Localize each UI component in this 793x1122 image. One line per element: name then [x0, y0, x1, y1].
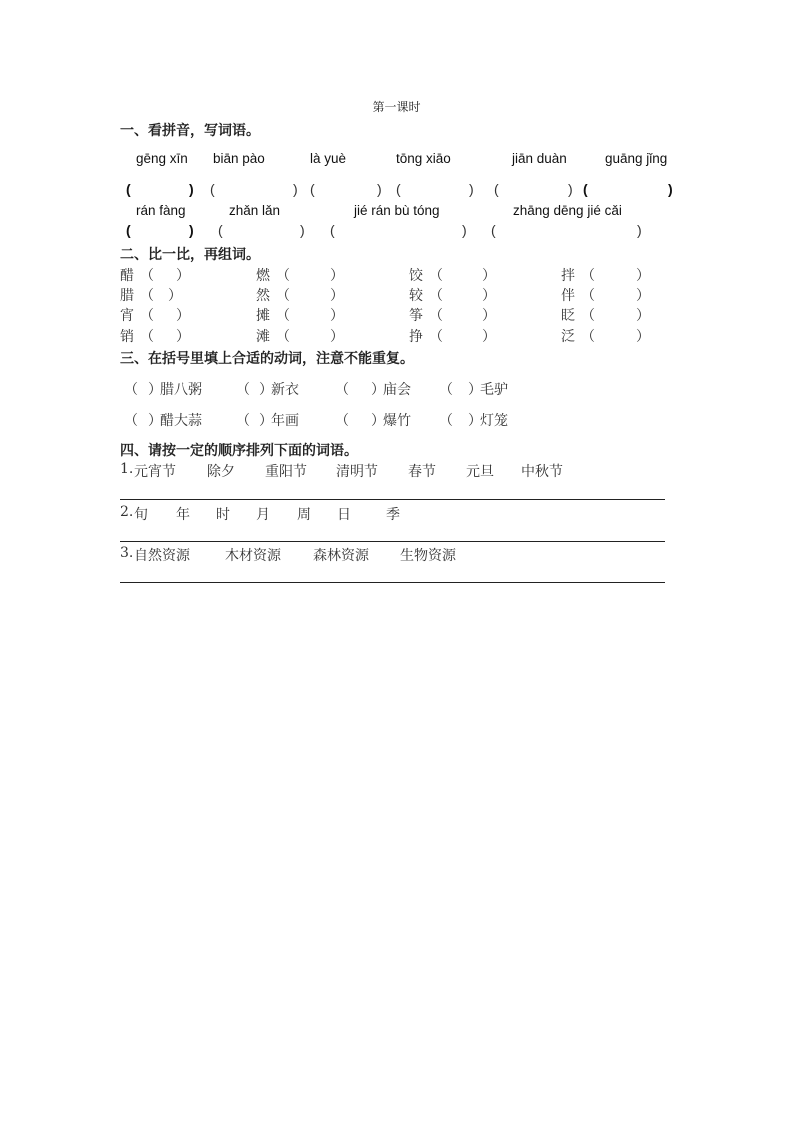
- open-paren: （: [124, 382, 138, 398]
- compare-char: 然: [256, 288, 270, 304]
- pinyin-item: jié rán bù tóng: [354, 203, 440, 218]
- page-title: 第一课时: [372, 100, 421, 114]
- sequence-word: 中秋节: [521, 464, 563, 480]
- close-paren: ）: [330, 288, 344, 304]
- open-paren: （: [124, 413, 138, 429]
- compare-char: 饺: [409, 268, 423, 284]
- close-paren: ）: [259, 413, 273, 429]
- answer-line: [120, 499, 665, 500]
- open-paren: （: [335, 413, 349, 429]
- answer-close-paren: ): [189, 181, 194, 197]
- compare-char: 泛: [561, 329, 575, 345]
- verb-object: 灯笼: [480, 413, 508, 429]
- compare-char: 滩: [256, 329, 270, 345]
- verb-object: 年画: [271, 413, 299, 429]
- sequence-word: 除夕: [207, 464, 235, 480]
- pinyin-item: gēng xīn: [136, 151, 188, 166]
- sequence-word: 时: [216, 507, 230, 523]
- pinyin-item: zhǎn lǎn: [229, 203, 281, 218]
- close-paren: ）: [330, 308, 344, 324]
- answer-open-paren: (: [218, 222, 223, 238]
- open-paren: （: [140, 329, 154, 345]
- close-paren: ）: [482, 308, 496, 324]
- answer-open-paren: (: [126, 181, 131, 197]
- pinyin-item: tōng xiāo: [396, 151, 451, 166]
- close-paren: ）: [468, 413, 482, 429]
- verb-object: 醋大蒜: [160, 413, 202, 429]
- sequence-number: 3.: [120, 545, 134, 561]
- pinyin-item: jiān duàn: [512, 151, 567, 166]
- compare-char: 较: [409, 288, 423, 304]
- compare-char: 腊: [120, 288, 134, 304]
- close-paren: ）: [636, 288, 650, 304]
- verb-object: 腊八粥: [160, 382, 202, 398]
- answer-close-paren: ): [637, 222, 642, 238]
- close-paren: ）: [168, 288, 182, 304]
- sequence-word: 元旦: [466, 464, 494, 480]
- compare-char: 眨: [561, 308, 575, 324]
- open-paren: （: [276, 288, 290, 304]
- open-paren: （: [581, 288, 595, 304]
- close-paren: ）: [330, 268, 344, 284]
- answer-close-paren: ): [377, 181, 382, 197]
- compare-char: 燃: [256, 268, 270, 284]
- compare-char: 摊: [256, 308, 270, 324]
- open-paren: （: [236, 382, 250, 398]
- sequence-word: 日: [337, 507, 351, 523]
- sequence-word: 年: [176, 507, 190, 523]
- open-paren: （: [439, 413, 453, 429]
- close-paren: ）: [176, 268, 190, 284]
- pinyin-item: guāng jǐng: [605, 151, 668, 166]
- open-paren: （: [276, 308, 290, 324]
- section1-heading: 一、看拼音，写词语。: [120, 123, 260, 139]
- open-paren: （: [276, 268, 290, 284]
- sequence-word: 清明节: [336, 464, 378, 480]
- answer-open-paren: (: [330, 222, 335, 238]
- close-paren: ）: [148, 413, 162, 429]
- close-paren: ）: [330, 329, 344, 345]
- sequence-word: 旬: [134, 507, 148, 523]
- compare-char: 拌: [561, 268, 575, 284]
- answer-open-paren: (: [210, 181, 215, 197]
- close-paren: ）: [176, 308, 190, 324]
- compare-char: 销: [120, 329, 134, 345]
- verb-object: 毛驴: [480, 382, 508, 398]
- sequence-word: 周: [297, 507, 311, 523]
- pinyin-item: zhāng dēng jié cǎi: [513, 203, 622, 218]
- answer-open-paren: (: [583, 181, 588, 197]
- answer-open-paren: (: [310, 181, 315, 197]
- answer-close-paren: ): [568, 181, 573, 197]
- open-paren: （: [439, 382, 453, 398]
- close-paren: ）: [482, 288, 496, 304]
- answer-close-paren: ): [668, 181, 673, 197]
- answer-close-paren: ): [300, 222, 305, 238]
- answer-close-paren: ): [462, 222, 467, 238]
- sequence-number: 2.: [120, 504, 134, 520]
- sequence-word: 自然资源: [134, 548, 190, 564]
- close-paren: ）: [636, 268, 650, 284]
- sequence-number: 1.: [120, 461, 134, 477]
- open-paren: （: [581, 308, 595, 324]
- answer-close-paren: ): [293, 181, 298, 197]
- open-paren: （: [335, 382, 349, 398]
- section3-heading: 三、在括号里填上合适的动词，注意不能重复。: [120, 351, 414, 367]
- section2-heading: 二、比一比，再组词。: [120, 247, 260, 263]
- sequence-word: 月: [256, 507, 270, 523]
- sequence-word: 重阳节: [265, 464, 307, 480]
- sequence-word: 森林资源: [313, 548, 369, 564]
- open-paren: （: [276, 329, 290, 345]
- verb-object: 新衣: [271, 382, 299, 398]
- close-paren: ）: [259, 382, 273, 398]
- close-paren: ）: [468, 382, 482, 398]
- close-paren: ）: [371, 413, 385, 429]
- open-paren: （: [236, 413, 250, 429]
- close-paren: ）: [482, 329, 496, 345]
- close-paren: ）: [371, 382, 385, 398]
- sequence-word: 木材资源: [225, 548, 281, 564]
- close-paren: ）: [636, 329, 650, 345]
- pinyin-item: là yuè: [310, 151, 347, 166]
- compare-char: 伴: [561, 288, 575, 304]
- pinyin-item: biān pào: [213, 151, 265, 166]
- open-paren: （: [429, 308, 443, 324]
- open-paren: （: [429, 268, 443, 284]
- answer-open-paren: (: [494, 181, 499, 197]
- answer-line: [120, 582, 665, 583]
- answer-close-paren: ): [469, 181, 474, 197]
- answer-open-paren: (: [491, 222, 496, 238]
- close-paren: ）: [176, 329, 190, 345]
- compare-char: 挣: [409, 329, 423, 345]
- section4-heading: 四、请按一定的顺序排列下面的词语。: [120, 443, 358, 459]
- sequence-word: 生物资源: [400, 548, 456, 564]
- answer-line: [120, 541, 665, 542]
- open-paren: （: [581, 268, 595, 284]
- sequence-word: 春节: [408, 464, 436, 480]
- open-paren: （: [581, 329, 595, 345]
- answer-open-paren: (: [396, 181, 401, 197]
- compare-char: 醋: [120, 268, 134, 284]
- open-paren: （: [429, 288, 443, 304]
- close-paren: ）: [482, 268, 496, 284]
- open-paren: （: [429, 329, 443, 345]
- sequence-word: 元宵节: [134, 464, 176, 480]
- open-paren: （: [140, 288, 154, 304]
- close-paren: ）: [636, 308, 650, 324]
- pinyin-item: rán fàng: [136, 203, 186, 218]
- answer-close-paren: ): [189, 222, 194, 238]
- open-paren: （: [140, 268, 154, 284]
- verb-object: 爆竹: [383, 413, 411, 429]
- close-paren: ）: [148, 382, 162, 398]
- answer-open-paren: (: [126, 222, 131, 238]
- open-paren: （: [140, 308, 154, 324]
- compare-char: 筝: [409, 308, 423, 324]
- sequence-word: 季: [386, 507, 400, 523]
- compare-char: 宵: [120, 308, 134, 324]
- verb-object: 庙会: [383, 382, 411, 398]
